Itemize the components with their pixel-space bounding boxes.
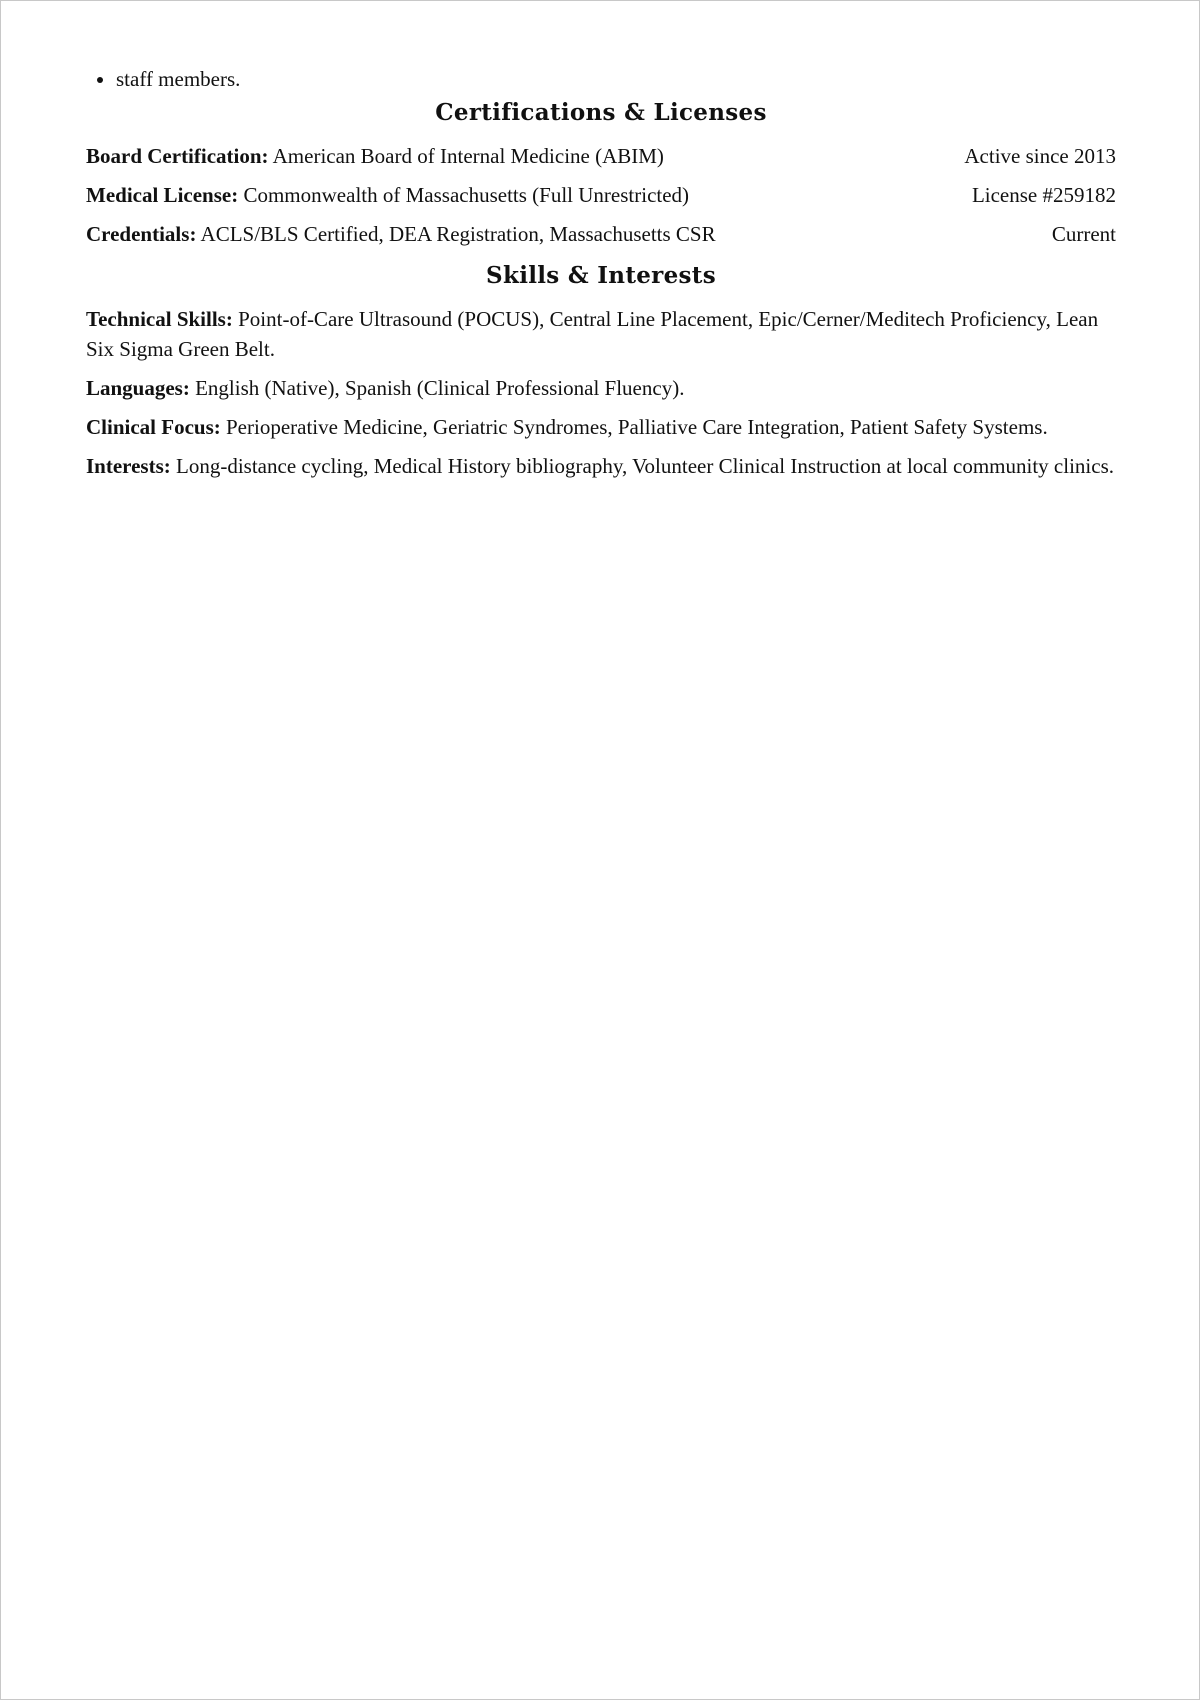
cert-status: Active since 2013 bbox=[964, 144, 1116, 168]
cert-status: Current bbox=[1051, 222, 1116, 246]
cert-row-credentials bbox=[86, 219, 1116, 249]
cert-row-license bbox=[86, 180, 1116, 210]
cert-row-board bbox=[86, 141, 1116, 171]
cert-label: Medical License: bbox=[86, 183, 239, 207]
skill-text: Long-distance cycling, Medical History bibliography, Volunteer Clinical Instruction at local community clinics. bbox=[170, 454, 1115, 478]
cert-label: Credentials: bbox=[86, 222, 197, 246]
cert-status: License #259182 bbox=[971, 183, 1116, 207]
skill-label: Clinical Focus: bbox=[86, 415, 221, 439]
skills-heading: Skills & Interests bbox=[486, 262, 716, 289]
skill-technical bbox=[86, 304, 1116, 364]
skills-list bbox=[86, 304, 1116, 481]
cert-text: ACLS/BLS Certified, DEA Registration, Massachusetts CSR bbox=[196, 222, 716, 246]
skill-label: Languages: bbox=[86, 376, 190, 400]
skill-text: English (Native), Spanish (Clinical Professional Fluency). bbox=[189, 376, 685, 400]
cert-text: Commonwealth of Massachusetts (Full Unrestricted) bbox=[238, 183, 690, 207]
skill-clinical-focus bbox=[86, 412, 1116, 442]
skill-label: Interests: bbox=[86, 454, 171, 478]
certifications-heading: Certifications & Licenses bbox=[435, 99, 767, 126]
certifications-list bbox=[86, 141, 1116, 249]
skill-languages bbox=[86, 373, 1116, 403]
bullet-list bbox=[86, 63, 1116, 95]
skill-interests bbox=[86, 451, 1116, 481]
cert-entry bbox=[86, 180, 689, 210]
cert-entry bbox=[86, 141, 664, 171]
cert-entry bbox=[86, 219, 716, 249]
bullet-item: • staff members. bbox=[116, 63, 1116, 95]
cert-text: American Board of Internal Medicine (ABIM) bbox=[268, 144, 664, 168]
cert-label: Board Certification: bbox=[86, 144, 269, 168]
skill-label: Technical Skills: bbox=[86, 307, 233, 331]
skill-text: Point-of-Care Ultrasound (POCUS), Central Line Placement, Epic/Cerner/Meditech Proficiency, Lean Six Sigma Green Belt. bbox=[86, 307, 1099, 361]
skill-text: Perioperative Medicine, Geriatric Syndromes, Palliative Care Integration, Patient Safety Systems. bbox=[220, 415, 1048, 439]
page-content bbox=[86, 63, 1116, 490]
